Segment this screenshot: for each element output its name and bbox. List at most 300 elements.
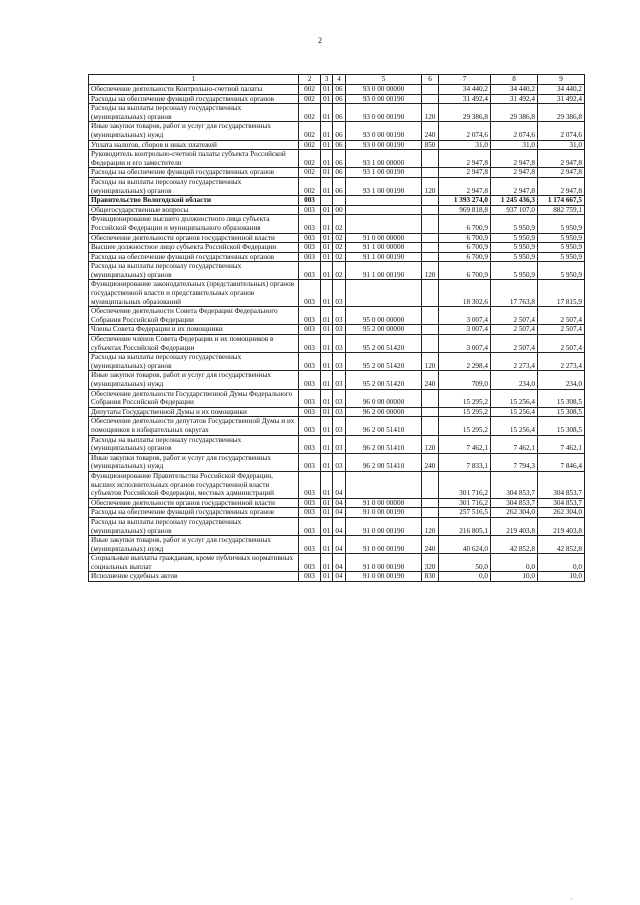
amount-year-2: 7 794,3: [491, 453, 538, 471]
table-row: [89, 140, 585, 150]
amount-year-2: 304 853,7: [491, 471, 538, 498]
amount-year-2: 42 852,8: [491, 536, 538, 554]
amount-year-1: 257 516,5: [439, 508, 491, 518]
target-item-code: [346, 280, 422, 307]
subsection-code: 00: [333, 205, 346, 215]
amount-year-1: 18 302,6: [439, 280, 491, 307]
table-row: [89, 233, 585, 243]
amount-year-3: 2 507,4: [538, 325, 585, 335]
subsection-code: 02: [333, 233, 346, 243]
target-item-code: 91 0 00 00000: [346, 498, 422, 508]
target-item-code: 91 1 00 00190: [346, 262, 422, 280]
amount-year-3: 2 507,4: [538, 335, 585, 353]
target-item-code: 96 2 00 00000: [346, 407, 422, 417]
amount-year-3: 15 308,5: [538, 417, 585, 435]
subsection-code: 04: [333, 508, 346, 518]
amount-year-2: 34 440,2: [491, 85, 538, 95]
subsection-code: 03: [333, 407, 346, 417]
budget-table: [88, 74, 585, 582]
target-item-code: 96 2 00 51410: [346, 435, 422, 453]
section-code: 01: [321, 233, 333, 243]
amount-year-3: 42 852,8: [538, 536, 585, 554]
table-row: [89, 371, 585, 389]
expense-type-code: 120: [422, 517, 439, 535]
table-row: [89, 498, 585, 508]
row-description: Расходы на выплаты персоналу государственных (муниципальных) органов: [89, 104, 299, 122]
amount-year-2: 2 507,4: [491, 325, 538, 335]
amount-year-3: 2 947,8: [538, 150, 585, 168]
row-description: Члены Совета Федерации и их помощники: [89, 325, 299, 335]
amount-year-3: 5 950,9: [538, 233, 585, 243]
expense-type-code: 320: [422, 554, 439, 572]
amount-year-2: 2 273,4: [491, 353, 538, 371]
amount-year-3: 15 308,5: [538, 389, 585, 407]
section-code: 01: [321, 140, 333, 150]
expense-type-code: 120: [422, 262, 439, 280]
section-code: 01: [321, 122, 333, 140]
row-description: Иные закупки товаров, работ и услуг для государственных (муниципальных) нужд: [89, 122, 299, 140]
section-code: 01: [321, 554, 333, 572]
amount-year-2: 15 256,4: [491, 417, 538, 435]
admin-code: 003: [299, 417, 321, 435]
amount-year-2: 2 947,8: [491, 168, 538, 178]
amount-year-3: 31,0: [538, 140, 585, 150]
expense-type-code: [422, 243, 439, 253]
target-item-code: 95 2 00 51420: [346, 353, 422, 371]
admin-code: 003: [299, 215, 321, 233]
row-description: Обеспечение деятельности Совета Федерации Федерального Собрания Российской Федерации: [89, 307, 299, 325]
expense-type-code: [422, 471, 439, 498]
expense-type-code: [422, 508, 439, 518]
table-row: [89, 325, 585, 335]
table-row: [89, 177, 585, 195]
table-row: [89, 243, 585, 253]
subsection-code: 04: [333, 536, 346, 554]
section-code: 01: [321, 389, 333, 407]
subsection-code: 04: [333, 554, 346, 572]
admin-code: 003: [299, 371, 321, 389]
row-description: Обеспечение деятельности Государственной Думы Федерального Собрания Российской Федерации: [89, 389, 299, 407]
table-row: [89, 252, 585, 262]
amount-year-2: 2 507,4: [491, 335, 538, 353]
subsection-code: 06: [333, 140, 346, 150]
expense-type-code: [422, 252, 439, 262]
admin-code: 003: [299, 233, 321, 243]
amount-year-3: 2 947,8: [538, 168, 585, 178]
subsection-code: 03: [333, 353, 346, 371]
table-row: [89, 150, 585, 168]
table-row: [89, 389, 585, 407]
table-row: [89, 407, 585, 417]
amount-year-3: 0,0: [538, 554, 585, 572]
target-item-code: [346, 471, 422, 498]
section-code: 01: [321, 280, 333, 307]
amount-year-1: 50,0: [439, 554, 491, 572]
row-description: Расходы на выплаты персоналу государственных (муниципальных) органов: [89, 435, 299, 453]
section-code: [321, 196, 333, 206]
expense-type-code: 240: [422, 122, 439, 140]
subsection-code: 03: [333, 417, 346, 435]
row-description: Функционирование законодательных (представительных) органов государственной власти и представительных органов муниципальных образований: [89, 280, 299, 307]
expense-type-code: [422, 233, 439, 243]
amount-year-1: 2 947,8: [439, 150, 491, 168]
section-code: 01: [321, 335, 333, 353]
target-item-code: 95 0 00 00000: [346, 307, 422, 325]
expense-type-code: [422, 150, 439, 168]
section-code: 01: [321, 536, 333, 554]
section-code: 01: [321, 353, 333, 371]
amount-year-1: 31 492,4: [439, 94, 491, 104]
subsection-code: 04: [333, 498, 346, 508]
expense-type-code: [422, 196, 439, 206]
admin-code: 002: [299, 94, 321, 104]
amount-year-3: 17 815,9: [538, 280, 585, 307]
amount-year-2: 304 853,7: [491, 498, 538, 508]
admin-code: 003: [299, 517, 321, 535]
target-item-code: 93 0 00 00190: [346, 140, 422, 150]
subsection-code: 06: [333, 122, 346, 140]
subsection-code: 06: [333, 94, 346, 104]
amount-year-2: 937 107,0: [491, 205, 538, 215]
table-row: [89, 104, 585, 122]
amount-year-3: 29 386,8: [538, 104, 585, 122]
page-mark: ': [571, 898, 573, 904]
expense-type-code: [422, 417, 439, 435]
row-description: Расходы на обеспечение функций государственных органов: [89, 252, 299, 262]
amount-year-1: 15 295,2: [439, 389, 491, 407]
table-row: [89, 94, 585, 104]
expense-type-code: [422, 307, 439, 325]
expense-type-code: [422, 168, 439, 178]
amount-year-3: 882 759,1: [538, 205, 585, 215]
amount-year-3: 304 853,7: [538, 471, 585, 498]
table-header-row: [89, 75, 585, 85]
amount-year-1: 6 700,9: [439, 262, 491, 280]
target-item-code: 91 0 00 00190: [346, 554, 422, 572]
col-header: 1: [89, 75, 299, 85]
table-row: [89, 508, 585, 518]
row-description: Общегосударственные вопросы: [89, 205, 299, 215]
amount-year-2: 5 950,9: [491, 233, 538, 243]
admin-code: 002: [299, 104, 321, 122]
table-row: [89, 85, 585, 95]
col-header: 5: [346, 75, 422, 85]
col-header: 8: [491, 75, 538, 85]
subsection-code: 03: [333, 371, 346, 389]
col-header: 7: [439, 75, 491, 85]
section-code: 01: [321, 168, 333, 178]
subsection-code: 02: [333, 252, 346, 262]
table-body: [89, 85, 585, 582]
admin-code: 003: [299, 435, 321, 453]
row-description: Расходы на выплаты персоналу государственных (муниципальных) органов: [89, 353, 299, 371]
amount-year-2: 234,0: [491, 371, 538, 389]
amount-year-3: 31 492,4: [538, 94, 585, 104]
table-row: [89, 435, 585, 453]
amount-year-1: 3 007,4: [439, 335, 491, 353]
amount-year-3: 304 853,7: [538, 498, 585, 508]
subsection-code: 03: [333, 307, 346, 325]
table-row: [89, 335, 585, 353]
table-row: [89, 536, 585, 554]
expense-type-code: [422, 215, 439, 233]
amount-year-2: 29 386,8: [491, 104, 538, 122]
subsection-code: 06: [333, 177, 346, 195]
table-row: [89, 122, 585, 140]
expense-type-code: [422, 94, 439, 104]
row-description: Расходы на выплаты персоналу государственных (муниципальных) органов: [89, 517, 299, 535]
section-code: 01: [321, 371, 333, 389]
section-code: 01: [321, 325, 333, 335]
section-code: 01: [321, 498, 333, 508]
amount-year-2: 31 492,4: [491, 94, 538, 104]
expense-type-code: [422, 280, 439, 307]
subsection-code: 06: [333, 168, 346, 178]
row-description: Депутаты Государственной Думы и их помощники: [89, 407, 299, 417]
amount-year-1: 969 818,8: [439, 205, 491, 215]
amount-year-1: 2 074,6: [439, 122, 491, 140]
admin-code: 003: [299, 407, 321, 417]
admin-code: 003: [299, 252, 321, 262]
subsection-code: 04: [333, 517, 346, 535]
section-code: 01: [321, 471, 333, 498]
target-item-code: 91 0 00 00190: [346, 508, 422, 518]
row-description: Расходы на выплаты персоналу государственных (муниципальных) органов: [89, 262, 299, 280]
admin-code: 003: [299, 572, 321, 582]
admin-code: 003: [299, 536, 321, 554]
target-item-code: 93 0 00 00190: [346, 94, 422, 104]
table-row: [89, 572, 585, 582]
amount-year-3: 234,0: [538, 371, 585, 389]
expense-type-code: [422, 498, 439, 508]
amount-year-1: 34 440,2: [439, 85, 491, 95]
section-code: 01: [321, 104, 333, 122]
col-header: 2: [299, 75, 321, 85]
table-row: [89, 215, 585, 233]
section-code: 01: [321, 177, 333, 195]
amount-year-3: 5 950,9: [538, 262, 585, 280]
section-code: 01: [321, 243, 333, 253]
table-row: [89, 554, 585, 572]
table-row: [89, 280, 585, 307]
amount-year-3: 1 174 667,5: [538, 196, 585, 206]
amount-year-2: 1 245 436,3: [491, 196, 538, 206]
target-item-code: 93 0 00 00000: [346, 85, 422, 95]
subsection-code: 02: [333, 262, 346, 280]
section-code: 01: [321, 150, 333, 168]
page-number: 2: [318, 36, 322, 45]
admin-code: 003: [299, 262, 321, 280]
target-item-code: 93 0 00 00190: [346, 104, 422, 122]
col-header: 9: [538, 75, 585, 85]
admin-code: 002: [299, 150, 321, 168]
subsection-code: 04: [333, 572, 346, 582]
expense-type-code: 850: [422, 140, 439, 150]
amount-year-1: 15 295,2: [439, 417, 491, 435]
amount-year-1: 6 700,9: [439, 233, 491, 243]
amount-year-3: 2 273,4: [538, 353, 585, 371]
target-item-code: 93 1 00 00190: [346, 168, 422, 178]
section-code: 01: [321, 205, 333, 215]
target-item-code: 93 0 00 00190: [346, 122, 422, 140]
target-item-code: [346, 215, 422, 233]
table-row: [89, 517, 585, 535]
amount-year-1: 6 700,9: [439, 243, 491, 253]
target-item-code: [346, 205, 422, 215]
admin-code: 002: [299, 177, 321, 195]
admin-code: 003: [299, 389, 321, 407]
amount-year-2: 5 950,9: [491, 243, 538, 253]
target-item-code: 91 0 00 00190: [346, 536, 422, 554]
target-item-code: 91 0 00 00000: [346, 233, 422, 243]
amount-year-1: 301 716,2: [439, 498, 491, 508]
amount-year-2: 2 947,8: [491, 150, 538, 168]
target-item-code: 95 2 00 51420: [346, 335, 422, 353]
admin-code: 003: [299, 554, 321, 572]
amount-year-3: 34 440,2: [538, 85, 585, 95]
row-description: Обеспечение членов Совета Федерации и их помощников в субъектах Российской Федерации: [89, 335, 299, 353]
expense-type-code: 830: [422, 572, 439, 582]
row-description: Высшее должностное лицо субъекта Российской Федерации: [89, 243, 299, 253]
amount-year-2: 31,0: [491, 140, 538, 150]
row-description: Иные закупки товаров, работ и услуг для государственных (муниципальных) нужд: [89, 536, 299, 554]
expense-type-code: 240: [422, 371, 439, 389]
amount-year-3: 7 462,1: [538, 435, 585, 453]
section-code: 01: [321, 572, 333, 582]
target-item-code: 91 1 00 00000: [346, 243, 422, 253]
section-code: 01: [321, 417, 333, 435]
subsection-code: 03: [333, 389, 346, 407]
section-code: 01: [321, 508, 333, 518]
admin-code: 003: [299, 205, 321, 215]
amount-year-2: 262 304,0: [491, 508, 538, 518]
subsection-code: 03: [333, 335, 346, 353]
admin-code: 003: [299, 307, 321, 325]
row-description: Уплата налогов, сборов и иных платежей: [89, 140, 299, 150]
subsection-code: 03: [333, 435, 346, 453]
amount-year-2: 0,0: [491, 554, 538, 572]
target-item-code: 96 0 00 00000: [346, 389, 422, 407]
amount-year-3: 219 403,8: [538, 517, 585, 535]
table-row: [89, 205, 585, 215]
amount-year-2: 2 074,6: [491, 122, 538, 140]
target-item-code: 95 2 00 51420: [346, 371, 422, 389]
section-code: 01: [321, 453, 333, 471]
amount-year-3: 2 947,8: [538, 177, 585, 195]
expense-type-code: 240: [422, 536, 439, 554]
table-row: [89, 453, 585, 471]
amount-year-2: 5 950,9: [491, 252, 538, 262]
col-header: 4: [333, 75, 346, 85]
section-code: 01: [321, 435, 333, 453]
amount-year-1: 2 298,4: [439, 353, 491, 371]
row-description: Расходы на выплаты персоналу государственных (муниципальных) органов: [89, 177, 299, 195]
target-item-code: 93 1 00 00000: [346, 150, 422, 168]
target-item-code: 95 2 00 00000: [346, 325, 422, 335]
row-description: Расходы на обеспечение функций государственных органов: [89, 168, 299, 178]
subsection-code: [333, 196, 346, 206]
amount-year-1: 6 700,9: [439, 252, 491, 262]
admin-code: 003: [299, 335, 321, 353]
amount-year-3: 2 074,6: [538, 122, 585, 140]
table-row: [89, 168, 585, 178]
subsection-code: 03: [333, 325, 346, 335]
expense-type-code: 120: [422, 177, 439, 195]
amount-year-1: 31,0: [439, 140, 491, 150]
amount-year-1: 301 716,2: [439, 471, 491, 498]
row-description: Исполнение судебных актов: [89, 572, 299, 582]
amount-year-2: 219 403,8: [491, 517, 538, 535]
section-code: 01: [321, 262, 333, 280]
row-description: Обеспечение деятельности депутатов Государственной Думы и их помощников в избирательных округах: [89, 417, 299, 435]
admin-code: 003: [299, 325, 321, 335]
amount-year-1: 1 393 274,0: [439, 196, 491, 206]
table-row: [89, 471, 585, 498]
admin-code: 002: [299, 85, 321, 95]
admin-code: 003: [299, 196, 321, 206]
row-description: Иные закупки товаров, работ и услуг для государственных (муниципальных) нужд: [89, 453, 299, 471]
target-item-code: 96 2 00 51410: [346, 453, 422, 471]
row-description: Функционирование Правительства Российской Федерации, высших исполнительных органов государственной власти субъектов Российской Федерации, местных администраций: [89, 471, 299, 498]
subsection-code: 03: [333, 453, 346, 471]
amount-year-3: 2 507,4: [538, 307, 585, 325]
subsection-code: 06: [333, 104, 346, 122]
admin-code: 003: [299, 471, 321, 498]
target-item-code: 93 1 00 00190: [346, 177, 422, 195]
amount-year-2: 15 256,4: [491, 389, 538, 407]
amount-year-3: 5 950,9: [538, 215, 585, 233]
target-item-code: 96 2 00 51410: [346, 417, 422, 435]
amount-year-1: 6 700,9: [439, 215, 491, 233]
amount-year-1: 15 295,2: [439, 407, 491, 417]
subsection-code: 04: [333, 471, 346, 498]
section-code: 01: [321, 307, 333, 325]
section-code: 01: [321, 85, 333, 95]
target-item-code: 91 0 00 00190: [346, 517, 422, 535]
subsection-code: 02: [333, 215, 346, 233]
row-description: Иные закупки товаров, работ и услуг для государственных (муниципальных) нужд: [89, 371, 299, 389]
expense-type-code: 240: [422, 453, 439, 471]
admin-code: 003: [299, 508, 321, 518]
amount-year-3: 5 950,9: [538, 252, 585, 262]
row-description: Правительство Вологодской области: [89, 196, 299, 206]
admin-code: 002: [299, 140, 321, 150]
subsection-code: 03: [333, 280, 346, 307]
admin-code: 003: [299, 498, 321, 508]
table-row: [89, 353, 585, 371]
amount-year-3: 15 308,5: [538, 407, 585, 417]
admin-code: 003: [299, 243, 321, 253]
target-item-code: [346, 196, 422, 206]
amount-year-1: 29 386,8: [439, 104, 491, 122]
amount-year-1: 40 624,0: [439, 536, 491, 554]
section-code: 01: [321, 94, 333, 104]
col-header: 3: [321, 75, 333, 85]
expense-type-code: 120: [422, 353, 439, 371]
amount-year-1: 2 947,8: [439, 177, 491, 195]
admin-code: 002: [299, 168, 321, 178]
subsection-code: 02: [333, 243, 346, 253]
table-row: [89, 307, 585, 325]
amount-year-2: 7 462,1: [491, 435, 538, 453]
subsection-code: 06: [333, 150, 346, 168]
row-description: Функционирование высшего должностного лица субъекта Российской Федерации и муниципального образования: [89, 215, 299, 233]
amount-year-1: 7 462,1: [439, 435, 491, 453]
table-row: [89, 196, 585, 206]
amount-year-2: 5 950,9: [491, 215, 538, 233]
amount-year-2: 15 256,4: [491, 407, 538, 417]
table-row: [89, 262, 585, 280]
